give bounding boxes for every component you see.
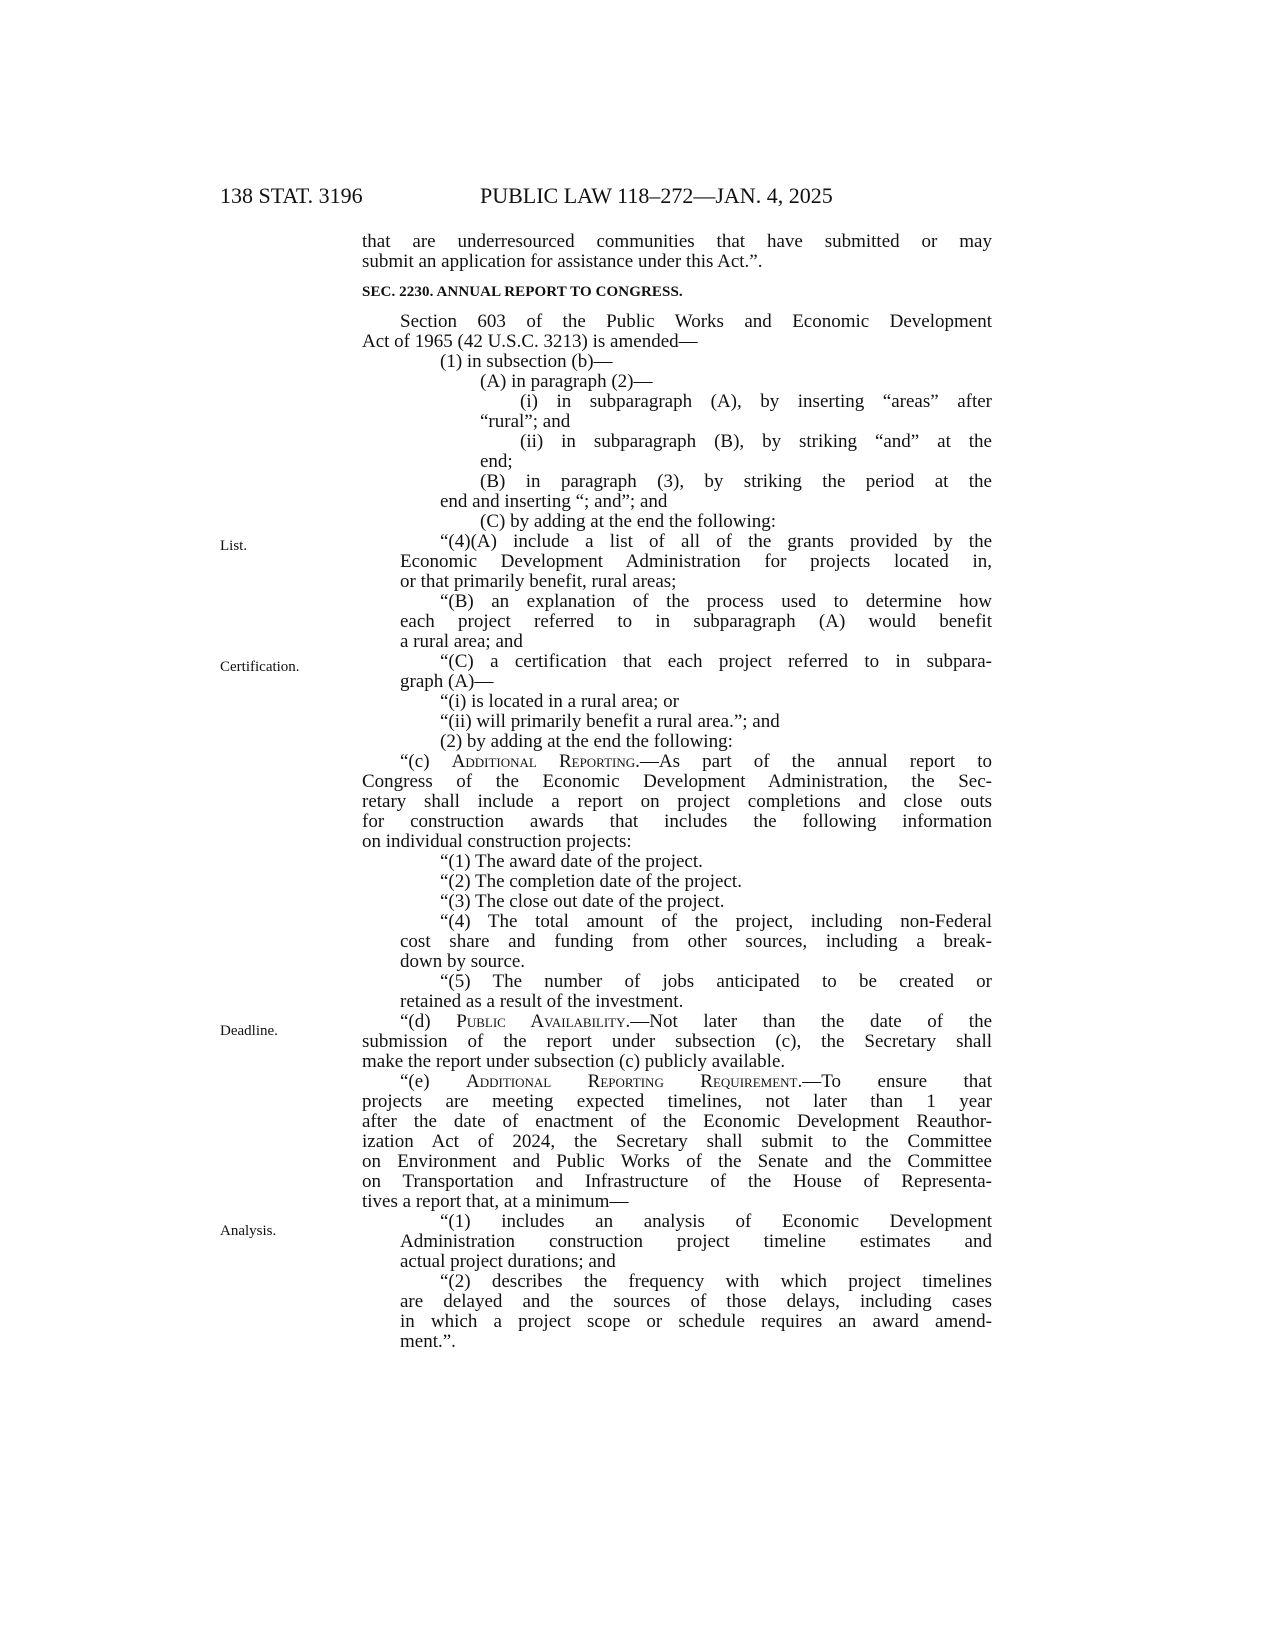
body-line: tives a report that, at a minimum— — [362, 1191, 629, 1212]
subsection-text: .—As part of the annual report to — [635, 752, 992, 772]
body-line: “(i) is located in a rural area; or — [440, 691, 679, 712]
margin-note-deadline: Deadline. — [220, 1023, 278, 1039]
body-line: submit an application for assistance under this Act.”. — [362, 251, 763, 272]
subsection-heading: Additional Reporting Requirement — [466, 1072, 798, 1092]
statute-body — [362, 232, 992, 1352]
body-line: Act of 1965 (42 U.S.C. 3213) is amended— — [362, 331, 698, 352]
body-line: Section 603 of the Public Works and Economic Development — [400, 312, 992, 332]
body-line: Congress of the Economic Development Administration, the Sec- — [362, 772, 992, 792]
body-line: actual project durations; and — [400, 1251, 616, 1272]
body-line: a rural area; and — [400, 631, 523, 652]
body-line: retained as a result of the investment. — [400, 991, 684, 1012]
body-line: “(2) The completion date of the project. — [440, 871, 742, 892]
body-line: submission of the report under subsection (c), the Secretary shall — [362, 1032, 992, 1052]
body-line: Economic Development Administration for projects located in, — [400, 552, 992, 572]
body-line — [362, 1012, 992, 1032]
body-line: “(B) an explanation of the process used to determine how — [440, 592, 992, 612]
body-line: cost share and funding from other sources, including a break- — [400, 932, 992, 952]
body-line: for construction awards that includes the following information — [362, 812, 992, 832]
body-line: (B) in paragraph (3), by striking the period at the — [480, 472, 992, 492]
margin-note-analysis: Analysis. — [220, 1223, 277, 1239]
body-line: end; — [480, 451, 513, 472]
subsection-lead: “(c) — [400, 752, 452, 772]
body-line: (ii) in subparagraph (B), by striking “and” at the — [520, 432, 992, 452]
subsection-lead: “(e) — [400, 1072, 466, 1092]
body-line: projects are meeting expected timelines, not later than 1 year — [362, 1092, 992, 1112]
body-line: “(ii) will primarily benefit a rural area.”; and — [440, 711, 780, 732]
body-line: retary shall include a report on project completions and close outs — [362, 792, 992, 812]
body-line: each project referred to in subparagraph (A) would benefit — [400, 612, 992, 632]
body-line: end and inserting “; and”; and — [440, 491, 668, 512]
body-line: are delayed and the sources of those delays, including cases — [400, 1292, 992, 1312]
running-header: PUBLIC LAW 118–272—JAN. 4, 2025 — [480, 183, 833, 208]
margin-note-certification: Certification. — [220, 659, 300, 675]
body-line: “(4) The total amount of the project, including non-Federal — [440, 912, 992, 932]
body-line: graph (A)— — [400, 671, 494, 692]
subsection-text: .—Not later than the date of the — [625, 1012, 992, 1032]
body-line — [362, 752, 992, 772]
body-line: “(C) a certification that each project referred to in subpara- — [440, 652, 992, 672]
body-line: (A) in paragraph (2)— — [480, 371, 653, 392]
body-line: “rural”; and — [480, 411, 571, 432]
body-line: on Transportation and Infrastructure of the House of Representa- — [362, 1172, 992, 1192]
body-line — [362, 1072, 992, 1092]
body-line: after the date of enactment of the Economic Development Reauthor- — [362, 1112, 992, 1132]
section-heading: SEC. 2230. ANNUAL REPORT TO CONGRESS. — [362, 284, 683, 300]
subsection-heading: Public Availability — [456, 1012, 626, 1032]
body-line: down by source. — [400, 951, 526, 972]
body-line: “(2) describes the frequency with which project timelines — [440, 1272, 992, 1292]
subsection-text: .—To ensure that — [797, 1072, 992, 1092]
body-line: that are underresourced communities that have submitted or may — [362, 232, 992, 252]
body-line: Administration construction project timeline estimates and — [400, 1232, 992, 1252]
subsection-heading: Additional Reporting — [451, 752, 636, 772]
body-line: “(1) The award date of the project. — [440, 851, 703, 872]
body-line: in which a project scope or schedule requires an award amend- — [400, 1312, 992, 1332]
body-line: ization Act of 2024, the Secretary shall submit to the Committee — [362, 1132, 992, 1152]
subsection-lead: “(d) — [400, 1012, 457, 1032]
body-line: make the report under subsection (c) publicly available. — [362, 1051, 786, 1072]
statute-page-number: 138 STAT. 3196 — [220, 183, 363, 208]
body-line: ment.”. — [400, 1331, 456, 1352]
body-line: on individual construction projects: — [362, 831, 632, 852]
body-line: or that primarily benefit, rural areas; — [400, 571, 677, 592]
body-line: (C) by adding at the end the following: — [480, 511, 777, 532]
body-line: “(5) The number of jobs anticipated to be created or — [440, 972, 992, 992]
body-line: “(3) The close out date of the project. — [440, 891, 725, 912]
body-line: (i) in subparagraph (A), by inserting “areas” after — [520, 392, 992, 412]
body-line: (1) in subsection (b)— — [440, 351, 613, 372]
body-line: (2) by adding at the end the following: — [440, 731, 733, 752]
body-line: on Environment and Public Works of the Senate and the Committee — [362, 1152, 992, 1172]
body-line: “(1) includes an analysis of Economic Development — [440, 1212, 992, 1232]
margin-note-list: List. — [220, 538, 248, 554]
body-line: “(4)(A) include a list of all of the grants provided by the — [440, 532, 992, 552]
